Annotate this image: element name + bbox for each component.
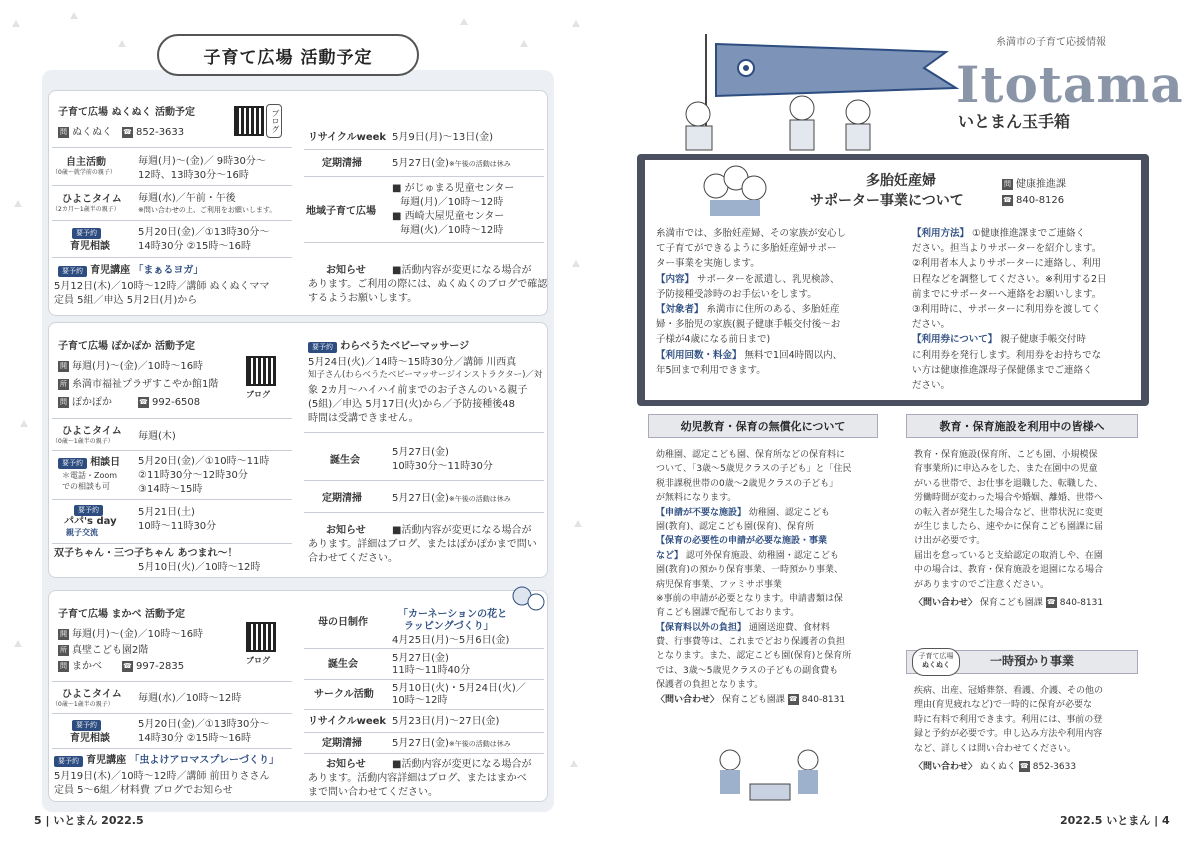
row-label: 自主活動 <box>66 157 106 168</box>
supporter-tel: ☎ 840-8126 <box>1003 195 1065 206</box>
divider <box>304 512 544 513</box>
decor-triangle <box>520 40 528 47</box>
row-value: ■ 西崎大屋児童センター <box>392 211 505 222</box>
row-label: ひよこタイム <box>62 194 122 205</box>
row-value: 5月27日(金)※午後の活動は休み <box>392 493 511 504</box>
divider <box>304 709 544 710</box>
notice-text: あります。ご利用の際には、ぬくぬくのブログで確認 <box>308 279 548 290</box>
divider <box>304 149 544 150</box>
divider <box>304 648 544 649</box>
nukunuku-place: 問 ぬくぬく <box>60 127 112 138</box>
row-sub: （2カ月～1歳半の親子） <box>52 206 120 213</box>
twins-value: 5月10日(火)／10時～12時 <box>138 562 261 573</box>
reservation-tag: 要予約 <box>74 503 103 516</box>
row-value: 5月9日(月)～13日(金) <box>392 132 494 143</box>
row-value: ■ がじゅまる児童センター <box>392 183 515 194</box>
koinobori-illustration <box>676 24 986 154</box>
notice-text: あります。活動内容詳細はブログ、またはまかべ <box>308 773 527 784</box>
row-label: 誕生会 <box>330 455 360 466</box>
row-value: ラッピングづくり」 <box>404 621 494 632</box>
divider <box>304 176 544 177</box>
makabe-place: 所 真壁こども園2階 <box>60 645 149 656</box>
divider <box>52 220 292 221</box>
row-label: 定期清掃 <box>322 493 362 504</box>
row-value: 毎週(水)／午前・午後 <box>138 193 236 204</box>
building-icon: 問 <box>1004 179 1011 188</box>
decor-triangle <box>460 18 468 25</box>
massage-title: 要予約 わらべうたベビーマッサージ <box>308 340 469 353</box>
qr-code[interactable] <box>246 356 276 386</box>
free-education-text: 幼稚園、認定こども園、保育所などの保育料に ついて、「3歳～5歳児クラスの子ども」と「住民 税非課税世帯の0歳～2歳児クラスの子ども」 が無料になります。 【申請が不要な施設】 幼稚園、認定こども 園(教育)、認定こども園(保育)、保育所 【保育の必要性の申請が必要な施設・事業 など】 認可外保育施設、幼稚園・認定こども 園(教育)の預かり保育事業、一時預かり事業、 病児保育事業、ファミサポ事業 ※事前の申請が必要となります。申請書類は保 育こども園課で配布しております。 【保育料以外の負担】 通園送迎費、食材料 費、行事費等は、これまでどおり保護者の負担 となります。また、認定こども園(保育)と保育所 では、3歳～5歳児クラスの子どもの副食費も 保護者の負担となります。 〈問い合わせ〉 保育こども園課 ☎ 840-8131 <box>656 450 852 705</box>
supporter-title: サポーター事業について <box>810 193 964 209</box>
row-label: 育児相談 <box>70 241 110 252</box>
temp-care-title: 一時預かり事業 <box>990 654 1075 668</box>
notice-label: お知らせ <box>326 265 366 276</box>
row-label: 定期清掃 <box>322 158 362 169</box>
row-value: 5月20日(金)／①13時30分～ <box>138 719 270 730</box>
notice-text: あります。詳細はブログ、またはぽかぽかまで問い <box>308 539 537 550</box>
phone-icon: ☎ <box>123 661 132 670</box>
row-label: リサイクルweek <box>308 132 387 143</box>
twins-title: 双子ちゃん・三つ子ちゃん あつまれ～！ <box>54 548 238 559</box>
massage-text: (5組)／申込 5月17日(火)から／予防接種後48 <box>308 399 515 410</box>
massage-text: 5月24日(火)／14時～15時30分／講師 川西真 <box>308 357 517 368</box>
right-footer: 2022.5 いとまん | 4 <box>1060 814 1170 827</box>
row-value: 毎週(月)～(金)／ 9時30分～ <box>138 156 266 167</box>
divider <box>52 185 292 186</box>
row-value: ③14時～15時 <box>138 484 203 495</box>
supporter-title: 多胎妊産婦 <box>866 173 936 189</box>
pokapoka-place: 所 糸満市福祉プラザすこやか館1階 <box>60 379 219 390</box>
facility-header: 教育・保育施設を利用中の皆様へ <box>906 414 1138 438</box>
phone-icon: ☎ <box>123 127 132 136</box>
temp-care-badge: 子育て広場 ぬくぬく <box>912 648 960 676</box>
row-label: リサイクルweek <box>308 716 387 727</box>
row-value: 10時～11時30分 <box>138 521 217 532</box>
row-label: 定期清掃 <box>322 738 362 749</box>
yoga-detail: 定員 5組／申込 5月2日(月)から <box>54 295 198 306</box>
notice-label: お知らせ <box>326 759 366 770</box>
divider <box>52 543 292 544</box>
massage-text: 象 2カ月～ハイハイ前までのお子さんのいる親子 <box>308 385 528 396</box>
makabe-heading: 子育て広場 まかべ 活動予定 <box>58 609 185 620</box>
page-title: 子育て広場 活動予定 <box>157 34 419 76</box>
divider <box>52 147 292 148</box>
row-value: 5月21日(土) <box>138 507 195 518</box>
row-value: 5月23日(月)～27日(金) <box>392 716 500 727</box>
aroma-title: 要予約 育児講座 「虫よけアロマスプレーづくり」 <box>54 754 279 767</box>
brand-name: いとまん玉手箱 <box>958 112 1071 131</box>
row-sub: での相談も可 <box>62 482 110 491</box>
phone-icon: ☎ <box>1046 597 1056 606</box>
phone-icon: ☎ <box>1019 761 1029 770</box>
free-education-header: 幼児教育・保育の無償化について <box>648 414 878 438</box>
building-icon: 問 <box>60 661 67 670</box>
divider <box>304 242 544 243</box>
qr-code[interactable] <box>234 106 264 136</box>
left-footer: 5 | いとまん 2022.5 <box>34 814 144 827</box>
row-sub: 親子交流 <box>66 528 98 537</box>
divider <box>52 748 292 749</box>
pokapoka-heading: 子育て広場 ぽかぽか 活動予定 <box>58 341 195 352</box>
row-label: 誕生会 <box>328 659 358 670</box>
divider <box>304 679 544 680</box>
row-label: サークル活動 <box>314 689 374 700</box>
row-value: 5月27日(金)※午後の活動は休み <box>392 738 511 749</box>
massage-text: 知子さん(わらべうたベビーマッサージインストラクター)／対 <box>308 370 543 380</box>
decor-triangle <box>118 40 126 47</box>
row-value: 10時30分～11時30分 <box>392 461 493 472</box>
calendar-icon: 開 <box>60 629 67 638</box>
yoga-title: 要予約 育児講座 「まぁるヨガ」 <box>58 264 203 277</box>
decor-triangle <box>70 12 78 19</box>
notice-text: まで問い合わせてください。 <box>308 787 438 798</box>
phone-icon: ☎ <box>1003 195 1012 204</box>
reservation-tag: 要予約 <box>72 226 101 239</box>
supporter-dept: 問 健康推進課 <box>1004 179 1066 190</box>
divider <box>52 257 292 258</box>
blog-link[interactable]: ブログ <box>246 656 270 665</box>
decor-triangle <box>20 420 28 427</box>
building-icon: 問 <box>60 397 67 406</box>
row-value: 12時、13時30分～16時 <box>138 170 249 181</box>
calendar-icon: 開 <box>60 361 67 370</box>
phone-icon: ☎ <box>139 397 148 406</box>
notice-text: 合わせてください。 <box>308 553 398 564</box>
aroma-detail: 定員 5～6組／材料費 ブログでお知らせ <box>54 785 233 796</box>
row-label: 母の日制作 <box>318 617 368 628</box>
massage-text: 時間は受講できません。 <box>308 413 419 424</box>
supporter-left-text: 糸満市では、多胎妊産婦、その家族が安心し て子育てができるように多胎妊産婦サポー ター事業を実施します。 【内容】 サポーターを派遣し、乳児検診、 予防接種受診時のお手伝いをします。 【対象者】 糸満市に住所のある、多胎妊産 婦・多胎児の家族(親子健康手帳交付後～お 子様が4歳になる前日まで) 【利用回数・料金】 無料で1回4時間以内、 年5回まで利用できます。 <box>656 228 847 376</box>
row-label: 育児相談 <box>70 733 110 744</box>
pokapoka-tel: ☎ 992-6508 <box>139 397 201 408</box>
notice-text: するようお願いします。 <box>308 293 418 304</box>
row-label: 地域子育て広場 <box>306 206 376 217</box>
row-sub: ＊電話・Zoom <box>62 471 118 480</box>
divider <box>304 480 544 481</box>
row-value: 5月27日(金) <box>392 447 449 458</box>
decor-triangle <box>14 640 22 647</box>
row-value: 5月27日(金)※午後の活動は休み <box>392 158 511 169</box>
divider <box>52 681 292 682</box>
row-value: 5月20日(金)／①10時～11時 <box>138 456 270 467</box>
family-illustration <box>508 582 548 622</box>
reservation-tag: 要予約 <box>72 718 101 731</box>
makabe-name: 問 まかべ <box>60 661 102 672</box>
row-value: 14時30分 ②15時～16時 <box>138 241 252 252</box>
row-label: ひよこタイム <box>62 426 122 437</box>
row-value: 「カーネーションの花と <box>398 609 508 620</box>
makabe-tel: ☎ 997-2835 <box>123 661 185 672</box>
row-value: 10時～12時 <box>392 695 448 706</box>
soudan-label: 要予約 相談日 <box>58 456 120 469</box>
divider <box>52 450 292 451</box>
blog-link[interactable]: ブログ <box>246 390 270 399</box>
building-icon: 問 <box>60 127 67 136</box>
brand-logo: Itotama <box>956 55 1184 114</box>
decor-triangle <box>12 20 20 27</box>
divider <box>52 713 292 714</box>
facility-text: 教育・保育施設(保育所、こども園、小規模保 育事業所)に申込みをした、また在園中の児童 がいる世帯で、お仕事を退職した、転職した、 労働時間が変わった場合や婚姻、離婚、世帯へ の転入者が発生した場合など、世帯状況に変更 が生じましたら、速やかに保育こども園課に届 け出が必要です。 届出を怠っていると支給認定の取消しや、在園 中の場合は、教育・保育施設を退園になる場合 がありますのでご注意ください。 〈問い合わせ〉 保育こども園課 ☎ 840-8131 <box>914 450 1104 608</box>
row-sub: （0歳～就学前の親子） <box>52 169 116 176</box>
place-icon: 所 <box>60 645 67 654</box>
row-label: ひよこタイム <box>62 689 122 700</box>
decor-triangle <box>572 260 580 267</box>
row-sub: （0歳～1歳半の親子） <box>52 438 114 445</box>
row-value: 毎週(月)／10時～12時 <box>400 197 504 208</box>
row-value: ②11時30分～12時30分 <box>138 470 248 481</box>
makabe-schedule: 開 毎週(月)～(金)／10時～16時 <box>60 629 204 640</box>
blog-link[interactable]: ブログ <box>266 104 282 138</box>
notice-text: ■活動内容が変更になる場合が <box>392 265 532 276</box>
row-value: ※問い合わせの上、ご利用をお願いします。 <box>138 206 277 214</box>
notice-text: ■活動内容が変更になる場合が <box>392 525 532 536</box>
temp-care-text: 疾病、出産、冠婚葬祭、看護、介護、その他の 理由(育児疲れなど)で一時的に保育が必要な 時に有料で利用できます。利用には、事前の登 録と予約が必要です。申し込み方法や利用内容 など、詳しくは問い合わせてください。 〈問い合わせ〉 ぬくぬく ☎ 852-3633 <box>914 686 1104 772</box>
row-value: 毎週(木) <box>138 431 176 442</box>
decor-triangle <box>572 20 580 27</box>
supporter-right-text: 【利用方法】 ①健康推進課までご連絡く ださい。担当よりサポーターを紹介します。 ②利用者本人よりサポーターに連絡し、利用 日程などを調整してください。※利用する2日 前までにサポーターへ連絡をお願いします。 ③利用時に、サポーターに利用券を渡してく ださい。 【利用券について】 親子健康手帳交付時 に利用券を発行します。利用券をお持ちでな い方は健康推進課母子保健係までご連絡く ださい。 <box>912 228 1107 391</box>
row-value: 毎週(水)／10時～12時 <box>138 693 242 704</box>
divider <box>304 732 544 733</box>
row-value: 毎週(火)／10時～12時 <box>400 225 504 236</box>
aroma-detail: 5月19日(木)／10時～12時／講師 前田りささん <box>54 771 270 782</box>
notice-text: ■活動内容が変更になる場合が <box>392 759 532 770</box>
picnic-illustration <box>700 744 840 808</box>
decor-triangle <box>570 760 578 767</box>
row-value: 5月10日(火)・5月24日(火)／ <box>392 683 526 694</box>
pokapoka-schedule: 開 毎週(月)～(金)／10時～16時 <box>60 361 204 372</box>
row-sub: （0歳～1歳半の親子） <box>52 701 114 708</box>
pokapoka-name: 問 ぽかぽか <box>60 397 112 408</box>
divider <box>304 753 544 754</box>
brand-subtitle: 糸満市の子育て応援情報 <box>996 37 1106 48</box>
phone-icon: ☎ <box>788 694 798 703</box>
row-value: 14時30分 ②15時～16時 <box>138 733 252 744</box>
row-value: 11時～11時40分 <box>392 665 471 676</box>
row-value: 4月25日(月)～5月6日(金) <box>392 635 510 646</box>
nukunuku-heading: 子育て広場 ぬくぬく 活動予定 <box>58 107 195 118</box>
yoga-detail: 5月12日(木)／10時～12時／講師 ぬくぬくママ <box>54 281 270 292</box>
decor-triangle <box>14 200 22 207</box>
divider <box>304 432 544 433</box>
children-illustration <box>700 164 770 216</box>
row-label: パパ's day <box>64 516 117 527</box>
nukunuku-tel: ☎ 852-3633 <box>123 127 185 138</box>
notice-label: お知らせ <box>326 525 366 536</box>
qr-code[interactable] <box>246 622 276 652</box>
row-value: 5月20日(金)／①13時30分～ <box>138 227 270 238</box>
divider <box>52 418 292 419</box>
decor-triangle <box>574 520 582 527</box>
place-icon: 所 <box>60 379 67 388</box>
row-value: 5月27日(金) <box>392 653 449 664</box>
divider <box>52 499 292 500</box>
